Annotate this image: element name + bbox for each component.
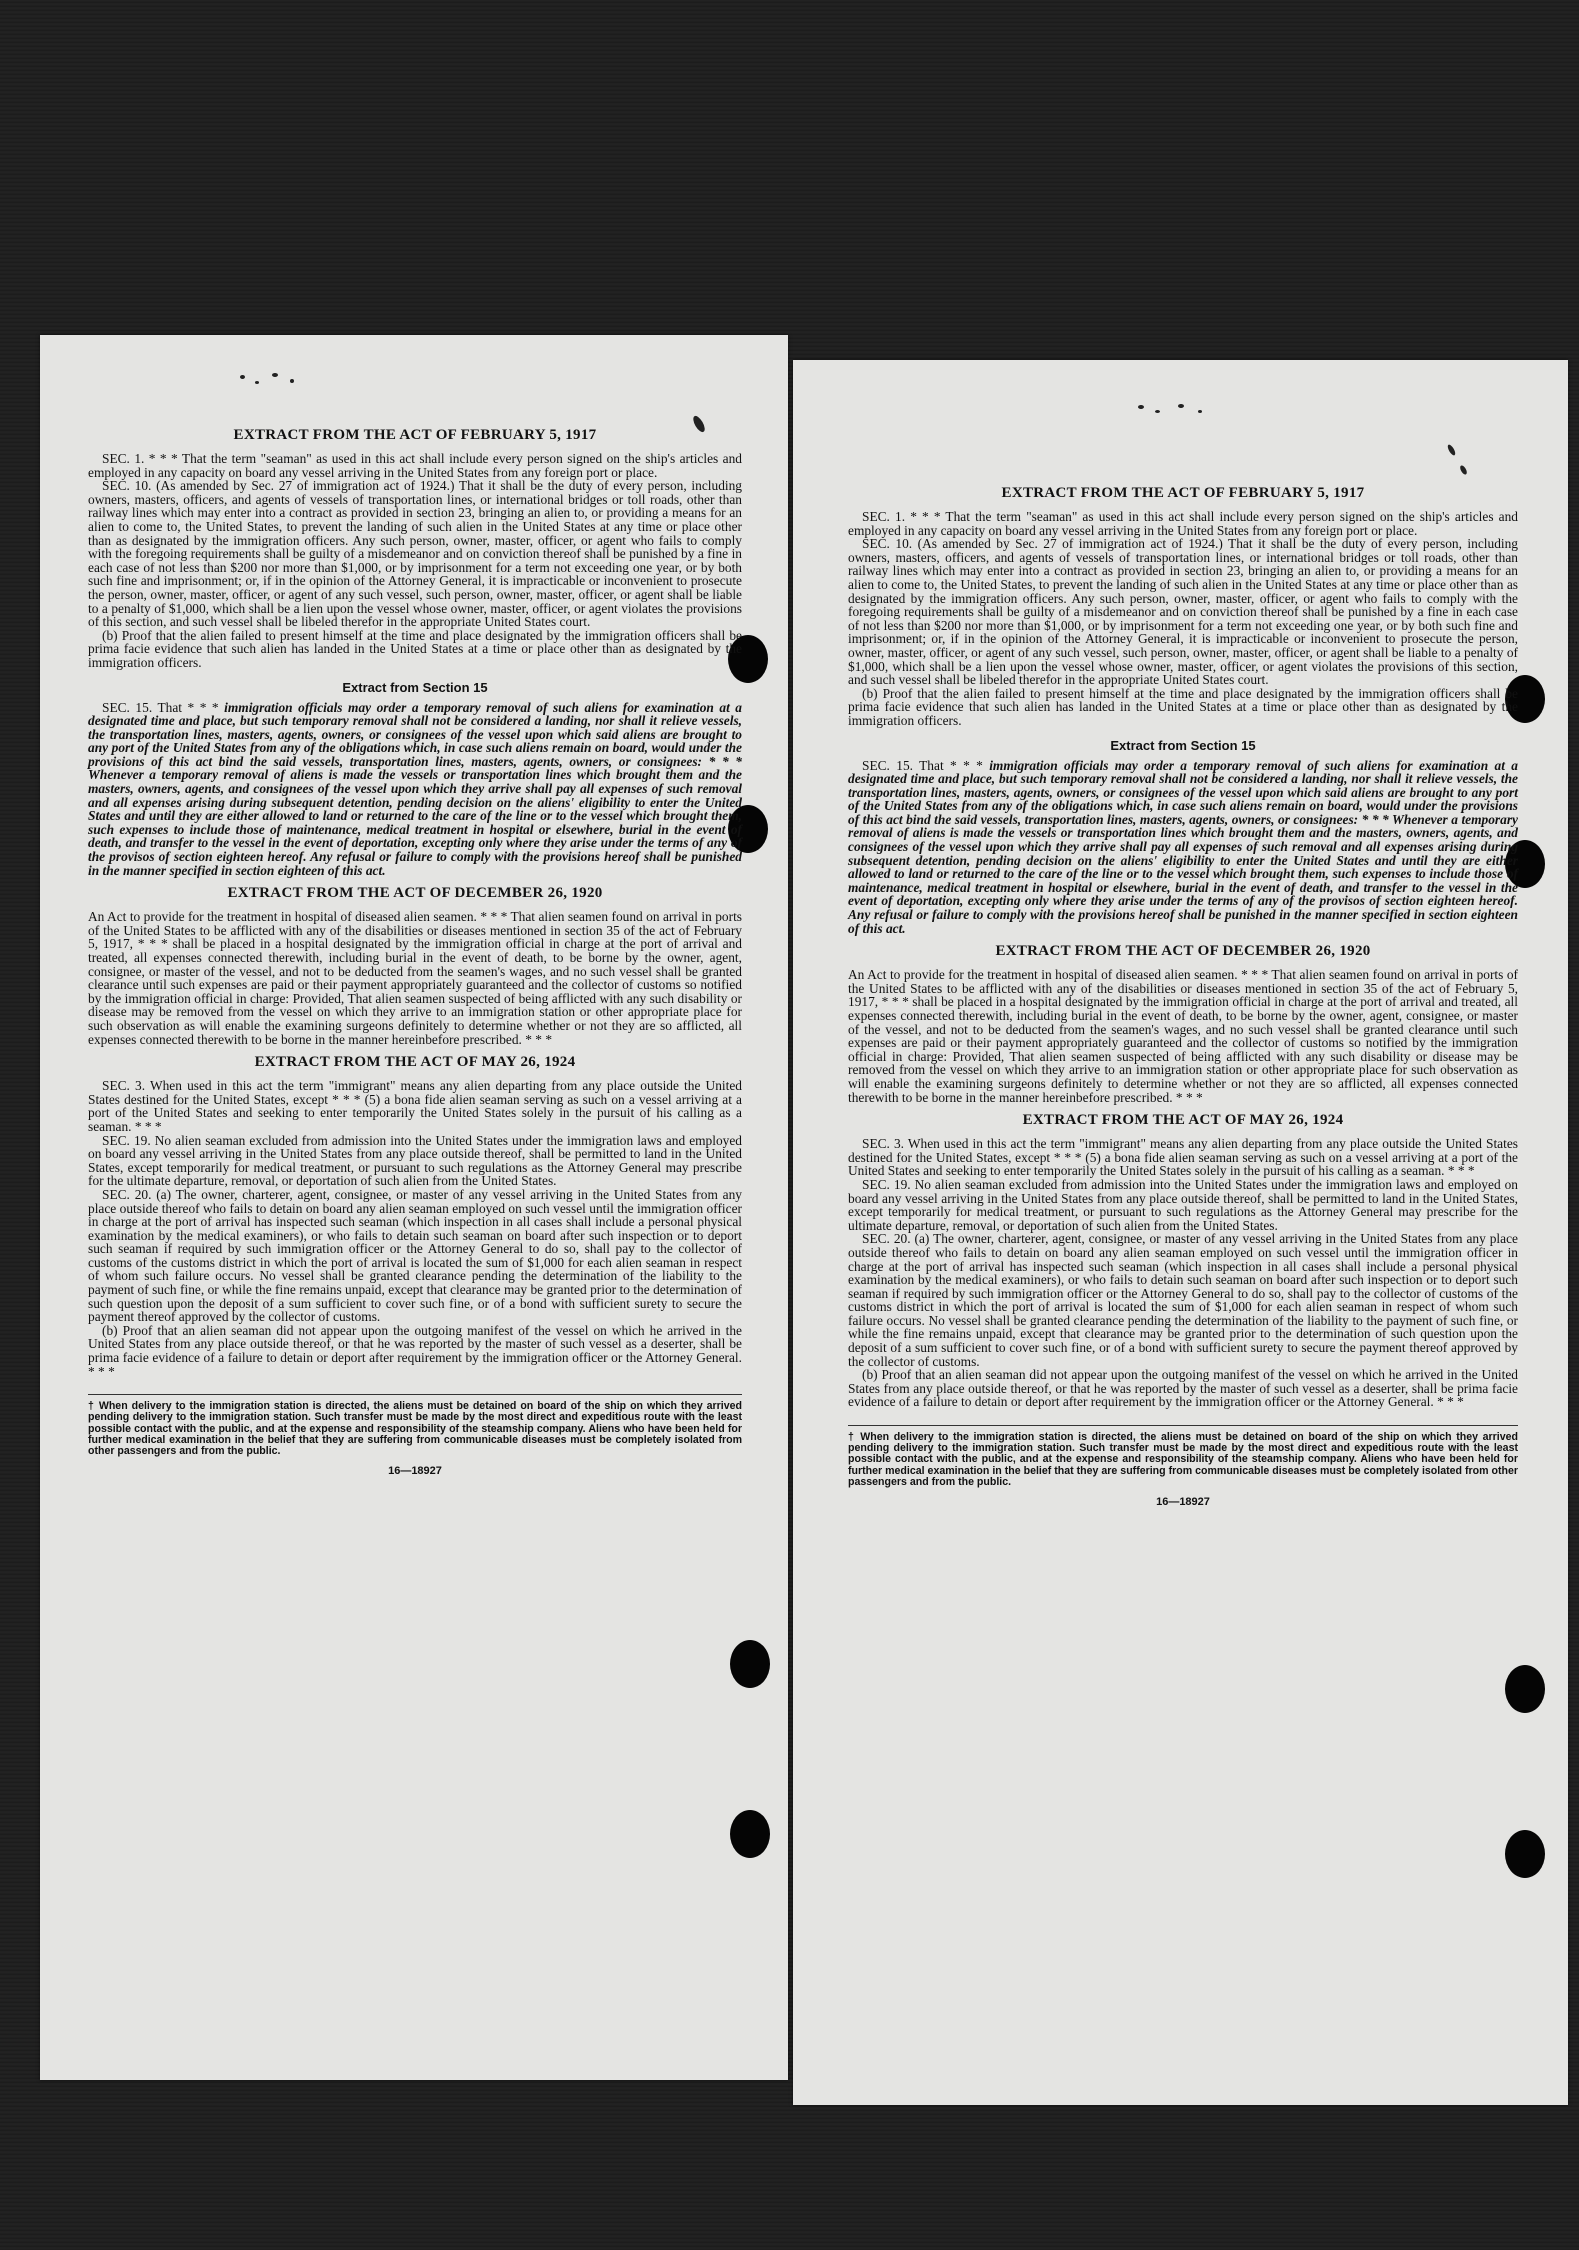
heading-act-1920: EXTRACT FROM THE ACT OF DECEMBER 26, 1920 — [227, 885, 603, 902]
section-1: SEC. 1. * * * That the term "seaman" as used in this act shall include every person signed on the ship's articles and employed in any capacity on board any vessel arriving in the United States from any foreign port or place. — [88, 451, 742, 480]
section-15-lead: SEC. 15. That * * * — [102, 699, 219, 715]
section-10-b: (b) Proof that the alien failed to present himself at the time and place designated by the immigration officers shall be prima facie evidence that such alien has landed in the United States at a time or place other than as designated by the immigration officers. — [848, 685, 1518, 728]
ink-speck — [1198, 410, 1202, 413]
ink-speck — [240, 375, 245, 379]
section-15 — [848, 759, 1518, 936]
section-10-b: (b) Proof that the alien failed to present himself at the time and place designated by the immigration officers shall be prima facie evidence that such alien has landed in the United States at a time or place other than as designated by the immigration officers. — [88, 627, 742, 670]
form-number: 16—18927 — [388, 1465, 442, 1478]
ink-speck — [255, 381, 259, 384]
footnote: † When delivery to the immigration station is directed, the aliens must be detained on board of the ship on which they arrived pending delivery to the immigration station. Such transfer must be made by the most direct and expeditious route with the least possible contact with the public, and at the expense and responsibility of the steamship company. Aliens who have been held for further medical examination in the belief that they are suffering from communicable diseases must be completely isolated from other passengers and from the public. — [848, 1425, 1518, 1488]
ink-speck — [1155, 410, 1160, 413]
section-15-text: immigration officials may order a temporary removal of such aliens for examination at a designated time and place, but such temporary removal shall not be considered a landing, nor shall it relieve vessels, the transportation lines, masters, agents, owners, or consignees of the vessel upon which said aliens are brought to any port of the United States from any of the obligations which, in case such aliens remain on board, would under the provisions of this act bind the said vessels, transportation lines, masters, agents, owners, or consignees: * * * Whenever a temporary removal of aliens is made the vessels or transportation lines which brought them and the masters, owners, agents, and consignees of the vessel upon which they arrive shall pay all expenses of such removal and all expenses arising during subsequent detention, pending decision on the aliens' eligibility to enter the United States and until they are either allowed to land or returned to the care of the line or to the vessel which brought them, such expenses to include those of maintenance, medical treatment in hospital or elsewhere, burial in the event of death, and transfer to the vessel in the event of deportation, excepting only where they arise under the terms of any of the provisos of section eighteen hereof. Any refusal or failure to comply with the provisions hereof shall be punished in the manner specified in section eighteen of this act. — [848, 757, 1518, 936]
section-20-a: SEC. 20. (a) The owner, charterer, agent, consignee, or master of any vessel arriving in the United States from any place outside thereof who fails to detain on board any alien seaman employed on such vessel until the immigration officer in charge at the port of arrival has inspected such seaman (which inspection in all cases shall include a personal physical examination by the medical examiners), or who fails to detain such seaman on board after such inspection or to deport such seaman if required by such immigration officer or the Attorney General to do so, shall pay to the collector of customs of the customs district in which the port of arrival is located the sum of $1,000 for each alien seaman in respect of whom such failure occurs. No vessel shall be granted clearance pending the determination of the liability to the payment of such fine, or while the fine remains unpaid, except that clearance may be granted prior to the determination of such question upon the deposit of a sum sufficient to cover such fine, or of a bond with sufficient surety to secure the payment thereof approved by the collector of customs. — [848, 1231, 1518, 1369]
subheading-section-15: Extract from Section 15 — [342, 679, 488, 695]
heading-act-1924: EXTRACT FROM THE ACT OF MAY 26, 1924 — [1022, 1112, 1344, 1129]
document-page-left — [40, 335, 788, 2080]
ink-speck — [290, 379, 294, 383]
heading-act-1917: EXTRACT FROM THE ACT OF FEBRUARY 5, 1917 — [1001, 485, 1365, 501]
section-20-b: (b) Proof that an alien seaman did not appear upon the outgoing manifest of the vessel on which he arrived in the United States from any place outside thereof, or that he was reported by the master of such vessel as a deserter, shall be prima facie evidence of a failure to detain or deport after requirement by the immigration officer or the Attorney General. * * * — [88, 1322, 742, 1379]
section-15-lead: SEC. 15. That * * * — [862, 757, 983, 773]
section-3: SEC. 3. When used in this act the term "immigrant" means any alien departing from any place outside the United States destined for the United States, except * * * (5) a bona fide alien seaman serving as such on a vessel arriving at a port of the United States and seeking to enter temporarily the United States solely in the pursuit of his calling as a seaman. * * * — [88, 1078, 742, 1134]
heading-act-1924: EXTRACT FROM THE ACT OF MAY 26, 1924 — [254, 1054, 576, 1071]
act-1920-text: An Act to provide for the treatment in hospital of diseased alien seamen. * * * That alien seamen found on arrival in ports of the United States to be afflicted with any of the disabilities or diseases mentioned in section 35 of the act of February 5, 1917, * * * shall be placed in a hospital designated by the immigration official in charge at the port of arrival and treated, all expenses connected therewith, including burial in the event of death, to be borne by the owner, agent, consignee, or master of the vessel, and not to be deducted from the seamen's wages, and no such vessel shall be granted clearance until such expenses are paid or their payment appropriately guaranteed and the collector of customs so notified by the immigration official in charge: Provided, That alien seamen suspected of being afflicted with any such disability or disease may be removed from the vessel on which they arrive to an immigration station or other appropriate place for such observation as will enable the examining surgeons definitely to determine whether or not they are so afflicted, all expenses connected therewith to be borne in the manner hereinbefore prescribed. * * * — [88, 909, 742, 1047]
document-page-right — [793, 360, 1568, 2105]
section-1: SEC. 1. * * * That the term "seaman" as used in this act shall include every person signed on the ship's articles and employed in any capacity on board any vessel arriving in the United States from any foreign port or place. — [848, 509, 1518, 538]
footnote: † When delivery to the immigration station is directed, the aliens must be detained on board of the ship on which they arrived pending delivery to the immigration station. Such transfer must be made by the most direct and expeditious route with the least possible contact with the public, and at the expense and responsibility of the steamship company. Aliens who have been held for further medical examination in the belief that they are suffering from communicable diseases must be completely isolated from other passengers and from the public. — [88, 1394, 742, 1457]
subheading-section-15: Extract from Section 15 — [1110, 737, 1256, 753]
ink-speck — [1138, 405, 1144, 409]
section-19: SEC. 19. No alien seaman excluded from admission into the United States under the immigration laws and employed on board any vessel arriving in the United States from any place outside thereof, shall be permitted to land in the United States, except temporarily for medical treatment, or pursuant to such regulations as the Attorney General may prescribe for the ultimate departure, removal, or deportation of such alien from the United States. — [88, 1132, 742, 1189]
form-number: 16—18927 — [1156, 1496, 1210, 1509]
page-text-left — [88, 427, 742, 2060]
heading-act-1917: EXTRACT FROM THE ACT OF FEBRUARY 5, 1917 — [233, 427, 597, 443]
section-15-text: immigration officials may order a temporary removal of such aliens for examination at a designated time and place, but such temporary removal shall not be considered a landing, nor shall it relieve vessels, the transportation lines, masters, agents, owners, or consignees of the vessel upon which said aliens are brought to any port of the United States from any of the obligations which, in case such aliens remain on board, would under the provisions of this act bind the said vessels, transportation lines, masters, agents, owners, or consignees: * * * Whenever a temporary removal of aliens is made the vessels or transportation lines which brought them and the masters, owners, agents, and consignees of the vessel upon which they arrive shall pay all expenses of such removal and all expenses arising during subsequent detention, pending decision on the aliens' eligibility to enter the United States and until they are either allowed to land or returned to the care of the line or to the vessel which brought them, such expenses to include those of maintenance, medical treatment in hospital or elsewhere, burial in the event of death, and transfer to the vessel in the event of deportation, excepting only where they arise under the terms of any of the provisos of section eighteen hereof. Any refusal or failure to comply with the provisions hereof shall be punished in the manner specified in section eighteen of this act. — [88, 699, 743, 878]
heading-act-1920: EXTRACT FROM THE ACT OF DECEMBER 26, 1920 — [995, 943, 1371, 960]
section-20-b: (b) Proof that an alien seaman did not appear upon the outgoing manifest of the vessel on which he arrived in the United States from any place outside thereof, or that he was reported by the master of such vessel as a deserter, shall be prima facie evidence of a failure to detain or deport after requirement by the immigration officer or the Attorney General. * * * — [848, 1367, 1518, 1410]
section-20-a: SEC. 20. (a) The owner, charterer, agent, consignee, or master of any vessel arriving in the United States from any place outside thereof who fails to detain on board any alien seaman employed on such vessel until the immigration officer in charge at the port of arrival has inspected such seaman (which inspection in all cases shall include a personal physical examination by the medical examiners), or who fails to detain such seaman on board after such inspection or to deport such seaman if required by such immigration officer or the Attorney General to do so, shall pay to the collector of customs of the customs district in which the port of arrival is located the sum of $1,000 for each alien seaman in respect of whom such failure occurs. No vessel shall be granted clearance pending the determination of the liability to the payment of such fine, or while the fine remains unpaid, except that clearance may be granted prior to the determination of such question upon the deposit of a sum sufficient to cover such fine, or of a bond with sufficient surety to secure the payment thereof approved by the collector of customs. — [88, 1186, 742, 1325]
ink-speck — [272, 373, 278, 377]
ink-speck — [1178, 404, 1184, 408]
page-text-right — [848, 485, 1518, 2085]
section-19: SEC. 19. No alien seaman excluded from admission into the United States under the immigration laws and employed on board any vessel arriving in the United States from any place outside thereof, shall be permitted to land in the United States, except temporarily for medical treatment, or pursuant to such regulations as the Attorney General may prescribe for the ultimate departure, removal, or deportation of such alien from the United States. — [848, 1176, 1518, 1233]
ink-speck — [1446, 444, 1456, 457]
section-10: SEC. 10. (As amended by Sec. 27 of immigration act of 1924.) That it shall be the duty of every person, including owners, masters, officers, and agents of vessels of transportation lines, or international bridges or toll roads, other than railway lines which may enter into a contract as provided in section 23, bringing an alien to, or providing a means for an alien to come to, the United States, to prevent the landing of such alien in the United States at any time or place other than as designated by the immigration officers. Any such person, owner, master, officer, or agent who fails to comply with the foregoing requirements shall be guilty of a misdemeanor and on conviction thereof shall be punished by a fine in each case of not less than $200 nor more than $1,000, or by imprisonment for a term not exceeding one year, or by both such fine and imprisonment; or, if in the opinion of the Attorney General, it is impracticable or inconvenient to prosecute the person, owner, master, officer, or agent of any such vessel, such person, owner, master, officer, or agent shall be liable to a penalty of $1,000, which shall be a lien upon the vessel whose owner, master, officer, or agent violates the provisions of this section, and such vessel shall be libeled therefor in the appropriate United States court. — [848, 536, 1518, 688]
section-3: SEC. 3. When used in this act the term "immigrant" means any alien departing from any place outside the United States destined for the United States, except * * * (5) a bona fide alien seaman serving as such on a vessel arriving at a port of the United States and seeking to enter temporarily the United States solely in the pursuit of his calling as a seaman. * * * — [848, 1136, 1518, 1179]
section-10: SEC. 10. (As amended by Sec. 27 of immigration act of 1924.) That it shall be the duty of every person, including owners, masters, officers, and agents of vessels of transportation lines, or international bridges or toll roads, other than railway lines which may enter into a contract as provided in section 23, bringing an alien to, or providing a means for an alien to come to, the United States, to prevent the landing of such alien in the United States at any time or place other than as designated by the immigration officers. Any such person, owner, master, officer, or agent who fails to comply with the foregoing requirements shall be guilty of a misdemeanor and on conviction thereof shall be punished by a fine in each case of not less than $200 nor more than $1,000, or by imprisonment for a term not exceeding one year, or by both such fine and imprisonment; or, if in the opinion of the Attorney General, it is impracticable or inconvenient to prosecute the person, owner, master, officer, or agent of any such vessel, such person, owner, master, officer, or agent shall be liable to a penalty of $1,000, which shall be a lien upon the vessel whose owner, master, officer, or agent violates the provisions of this section, and such vessel shall be libeled therefor in the appropriate United States court. — [88, 478, 742, 630]
section-15 — [88, 701, 742, 878]
act-1920-text: An Act to provide for the treatment in hospital of diseased alien seamen. * * * That alien seamen found on arrival in ports of the United States to be afflicted with any of the disabilities or diseases mentioned in section 35 of the act of February 5, 1917, * * * shall be placed in a hospital designated by the immigration official in charge at the port of arrival and treated, all expenses connected therewith, including burial in the event of death, to be borne by the owner, agent, consignee, or master of the vessel, and not to be deducted from the seamen's wages, and no such vessel shall be granted clearance until such expenses are paid or their payment appropriately guaranteed and the collector of customs so notified by the immigration official in charge: Provided, That alien seamen suspected of being afflicted with any such disability or disease may be removed from the vessel on which they arrive to an immigration station or other appropriate place for such observation as will enable the examining surgeons definitely to determine whether or not they are so afflicted, all expenses connected therewith to be borne in the manner hereinbefore prescribed. * * * — [848, 967, 1518, 1105]
ink-speck — [1459, 464, 1468, 475]
